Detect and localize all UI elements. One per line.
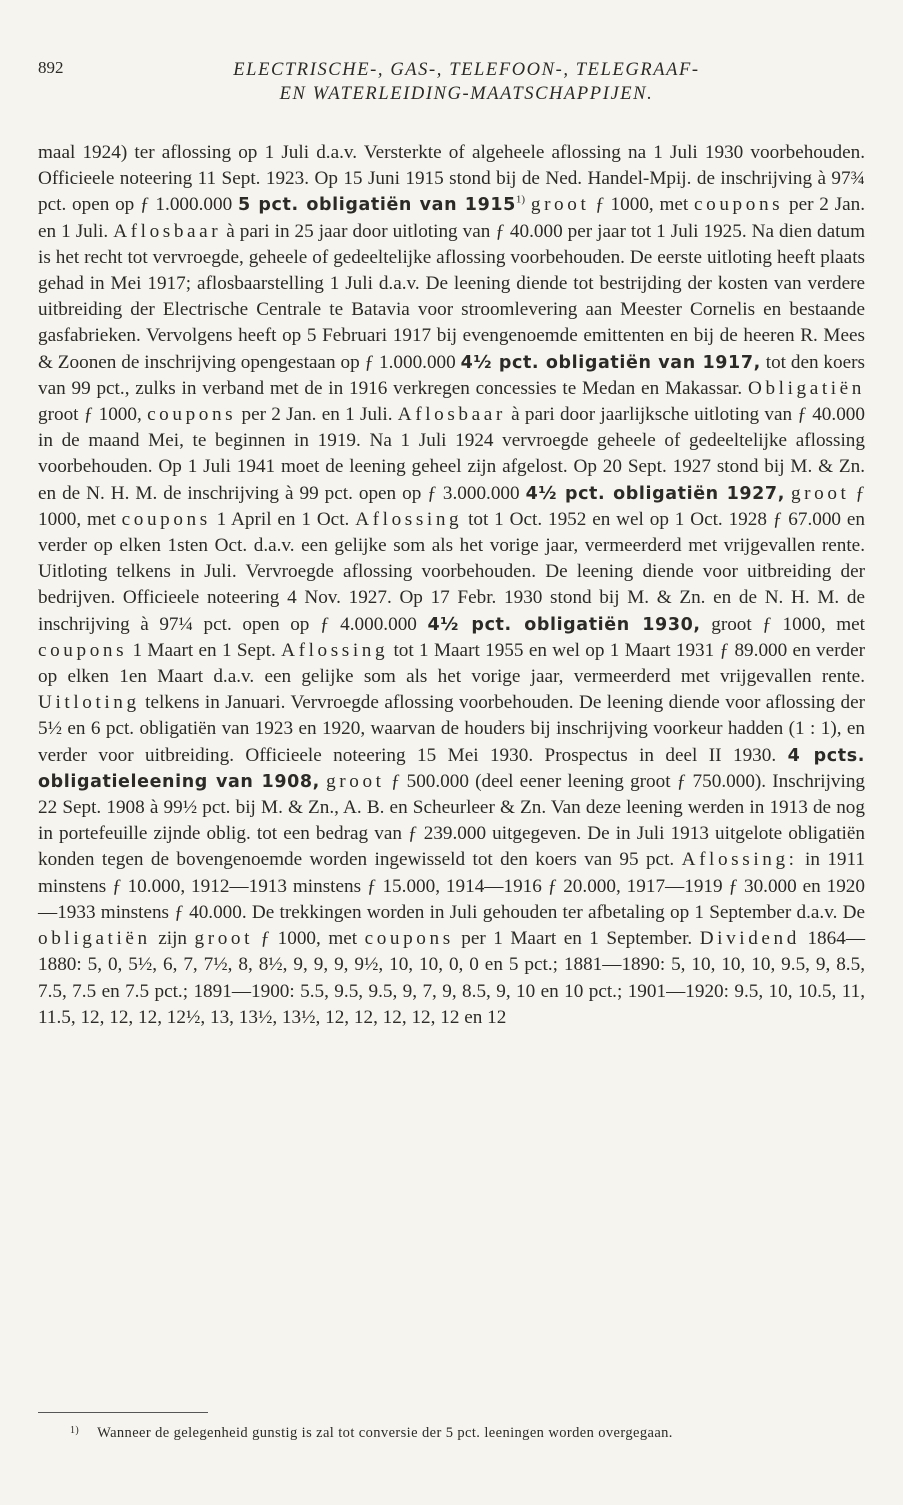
text-run: 1864—1880: 5, 0, 5½, 6, 7, 7½, 8, 8½, 9, 9, 9, 9½, 10, 10, 0, 0 en 5 pct.; 1881—1890: 5, 10, 10, 10, 9.5, 9, 8.5, 7.5, 7.5 en 7.5 pct.; 1891—1900: 5.5, 9.5, 9.5, 9, 7, 9, 8.5, 9, 10 en 10 pct.; 1901—1920: 9.5, 10, 10.5, 11, 11.5, 12, 12, 12, 12½, 13, 13½, 13½, 12, 12, 12, 12, 12 en 12	[38, 928, 866, 1028]
footnote-reference: 1)	[515, 194, 526, 207]
bond-issue-title: 4½ pct. obligatiën van 1917,	[460, 352, 761, 373]
text-run: per 2 Jan. en 1 Juli.	[236, 404, 398, 426]
spaced-term: Aflossing:	[681, 849, 798, 871]
spaced-term: Uitloting	[38, 692, 140, 714]
running-head-line-2: EN WATERLEIDING-MAATSCHAPPIJEN.	[279, 84, 654, 104]
text-run: per 1 Maart en 1 September.	[453, 928, 700, 950]
spaced-term: groot	[530, 194, 590, 216]
bond-issue-title: 4½ pct. obligatiën 1927,	[525, 483, 785, 504]
spaced-term: coupons	[121, 508, 211, 530]
text-run: tot 1 Oct. 1952 en wel op 1 Oct. 1928 ƒ 67.000 en verder op elken 1sten Oct. d.a.v. een gelijke som als het vorige jaar, vermeerderd met vrijgevallen rente. Uitloting telkens in Juli. Vervroegde aflossing voorbehouden. De leening diende voor uitbreiding der bedrijven. Officieele noteering 4 Nov. 1927. Op 17 Febr. 1930 stond bij M. & Zn. en de N. H. M. de inschrijving à 97¼ pct. open op ƒ 4.000.000	[38, 508, 865, 635]
body-text	[38, 140, 865, 1031]
text-run: ƒ 1000, met	[38, 482, 866, 530]
text-run: 1 April en 1 Oct.	[210, 508, 356, 530]
spaced-term: Obligatiën	[748, 377, 865, 399]
text-run: tot 1 Maart 1955 en wel op 1 Maart 1931 ƒ 89.000 en verder op elken 1en Maart d.a.v. een gelijke som als het vorige jaar, vermeerderd met vrijgevallen rente.	[38, 639, 865, 688]
footnote-mark: 1)	[70, 1425, 80, 1436]
page-header	[38, 58, 865, 110]
bond-issue-title: 5 pct. obligatiën van 1915	[237, 195, 516, 216]
spaced-term: Aflossing	[355, 508, 463, 530]
running-head-line-1: ELECTRISCHE-, GAS-, TELEFOON-, TELEGRAAF-	[233, 60, 700, 80]
text-run: à pari door jaarlijksche uitloting van ƒ 40.000 in de maand Mei, te beginnen in 1919. Na 1 Juli 1924 vervroegde geheele of gedeeltelijke aflossing voorbehouden. Op 1 Juli 1941 moet de leening geheel zijn afgelost. Op 20 Sept. 1927 stond bij M. & Zn. en de N. H. M. de inschrijving à 99 pct. open op ƒ 3.000.000	[38, 404, 865, 504]
spaced-term: Dividend	[699, 928, 800, 950]
running-head	[68, 58, 865, 106]
spaced-term: obligatiën	[38, 928, 151, 950]
spaced-term: groot	[790, 482, 850, 504]
spaced-term: Aflosbaar	[113, 220, 222, 242]
text-run: tot den koers van 99 pct., zulks in verband met de in 1916 verkregen concessies te Medan en Makassar.	[38, 351, 865, 399]
text-run: zijn	[150, 928, 195, 950]
text-run: à pari in 25 jaar door uitloting van ƒ 40.000 per jaar tot 1 Juli 1925. Na dien datum is het recht tot vervroegde, geheele of gedeeltelijke aflossing voorbehouden. De eerste uitloting heeft plaats gehad in Mei 1917; aflosbaarstelling 1 Juli d.a.v. De leening diende tot bestrijding der kosten van verdere uitbreiding der Electrische Centrale te Batavia voor stroomlevering aan Meester Cornelis en bestaande gasfabrieken. Vervolgens heeft op 5 Februari 1917 bij evengenoemde emittenten en bij de heeren R. Mees & Zoonen de inschrijving opengestaan op ƒ 1.000.000	[38, 220, 865, 373]
page-number: 892	[38, 58, 64, 77]
bond-issue-title: 4½ pct. obligatiën 1930,	[427, 614, 701, 635]
footnote	[38, 1424, 865, 1444]
text-run: maal 1924) ter aflossing op 1 Juli d.a.v. Versterkte of algeheele aflossing na 1 Juli 1930 voorbehouden. Officieele noteering 11 Sept. 1923. Op 15 Juni 1915 stond bij de Ned. Handel-Mpij. de inschrijving à 97¾ pct. open op ƒ 1.000.000	[38, 142, 865, 216]
text-run: groot ƒ 1000,	[38, 404, 148, 426]
spaced-term: coupons	[694, 194, 784, 216]
spaced-term: groot	[326, 770, 385, 792]
spaced-term: coupons	[364, 928, 454, 950]
footnote-ref-number: 1	[515, 194, 522, 207]
text-run: 1 Maart en 1 Sept.	[127, 639, 282, 661]
body-paragraph	[38, 140, 865, 1031]
spaced-term: coupons	[38, 639, 128, 661]
spaced-term: Aflosbaar	[397, 404, 506, 426]
text-run: telkens in Januari. Vervroegde aflossing voorbehouden. De leening diende voor aflossing der 5½ en 6 pct. obligatiën van 1923 en 1920, waarvan de houders bij inschrijving voorkeur hadden (1 : 1), en verder voor uitbreiding. Officieele noteering 15 Mei 1930. Prospectus in deel II 1930.	[38, 692, 865, 766]
text-run: ƒ 1000, met	[253, 928, 365, 950]
text-run: groot ƒ 1000, met	[700, 613, 866, 635]
spaced-term: groot	[194, 928, 254, 950]
text-run: in 1911 minstens ƒ 10.000, 1912—1913 minstens ƒ 15.000, 1914—1916 ƒ 20.000, 1917—1919 ƒ 30.000 en 1920—1933 minstens ƒ 40.000. De trekkingen worden in Juli gehouden ter afbetaling op 1 September d.a.v. De	[38, 849, 865, 923]
footnote-divider	[38, 1412, 208, 1413]
text-run: per 2 Jan. en 1 Juli.	[38, 194, 866, 242]
spaced-term: Aflossing	[281, 639, 389, 661]
bond-issue-title: 4 pcts. obligatieleening van 1908,	[38, 745, 865, 792]
footnote-text: Wanneer de gelegenheid gunstig is zal tot conversie der 5 pct. leeningen worden overgegaan.	[97, 1425, 673, 1441]
spaced-term: coupons	[147, 404, 237, 426]
text-run: ƒ 500.000 (deel eener leening groot ƒ 750.000). Inschrijving 22 Sept. 1908 à 99½ pct. bij M. & Zn., A. B. en Scheurleer & Zn. Van deze leening werden in 1913 de nog in portefeuille zijnde oblig. tot een bedrag van ƒ 239.000 uitgegeven. De in Juli 1913 uitgelote obligatiën konden tegen de bovengenoemde worden ingewisseld tot den koers van 95 pct.	[38, 770, 866, 871]
text-run: ƒ 1000, met	[589, 194, 695, 216]
